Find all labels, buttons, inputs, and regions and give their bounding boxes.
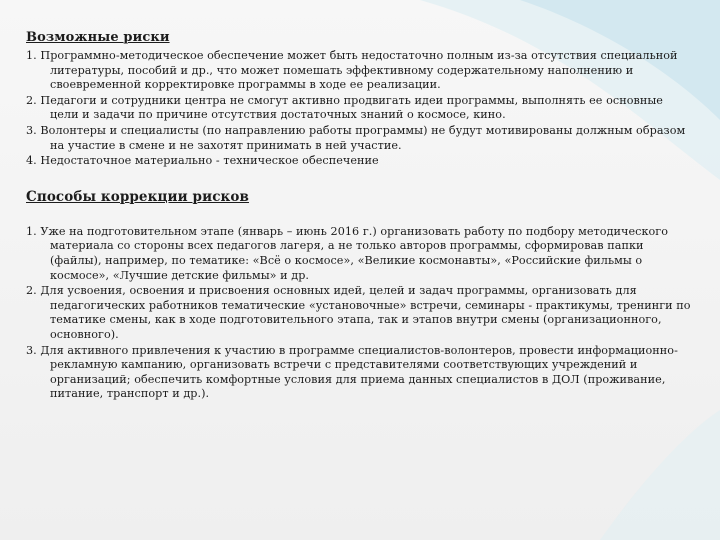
- list-number: 4.: [26, 154, 41, 168]
- corrections-list: [26, 225, 692, 402]
- correction-item-2: [26, 284, 692, 342]
- slide-content: [26, 30, 692, 403]
- risk-item-4: [26, 154, 692, 169]
- risks-heading: Возможные риски: [26, 30, 170, 45]
- risk-item-3: [26, 124, 692, 153]
- list-number: 2.: [26, 93, 41, 107]
- list-number: 1.: [26, 49, 41, 62]
- list-number: 1.: [26, 224, 41, 238]
- risk-item-2: [26, 94, 692, 123]
- correction-item-3: [26, 344, 692, 402]
- list-number: 2.: [26, 284, 41, 298]
- risks-list: [26, 49, 692, 169]
- list-item-text: Для активного привлечения к участию в программе специалистов-волонтеров, провести информационно-рекламную кампанию, организовать встречи с представителями соответствующих учреждений и организаций; обеспечить комфортные условия для приема данных специалистов в ДОЛ (проживание, питание, транспорт и др.).: [40, 343, 678, 401]
- list-item-text: Программно-методическое обеспечение может быть недостаточно полным из-за отсутствия специальной литературы, пособий и др., что может помешать эффективному содержательному наполнению и своевременной корректировке программы в ходе ее реализации.: [40, 49, 678, 92]
- list-item-text: Уже на подготовительном этапе (январь – июнь 2016 г.) организовать работу по подбору методического материала со стороны всех педагогов лагеря, а не только авторов программы, сформировав папки (файлы), например, по тематике: «Всё о космосе», «Великие космонавты», «Российские фильмы о космосе», «Лучшие детские фильмы» и др.: [40, 224, 668, 282]
- correction-item-1: [26, 225, 692, 283]
- list-item-text: Недостаточное материально - техническое обеспечение: [40, 154, 379, 168]
- corrections-heading: Способы коррекции рисков: [26, 188, 249, 205]
- risk-item-1: [26, 49, 692, 93]
- list-item-text: Педагоги и сотрудники центра не смогут активно продвигать идеи программы, выполнять ее основные цели и задачи по причине отсутствия достаточных знаний о космосе, кино.: [40, 93, 663, 122]
- list-number: 3.: [26, 123, 41, 137]
- list-item-text: Волонтеры и специалисты (по направлению работы программы) не будут мотивированы должным образом на участие в смене и не захотят принимать в ней участие.: [40, 123, 686, 152]
- list-number: 3.: [26, 343, 41, 357]
- list-item-text: Для усвоения, освоения и присвоения основных идей, целей и задач программы, организовать для педагогических работников тематические «установочные» встречи, семинары - практикумы, тренинги по тематике смены, как в ходе подготовительного этапа, так и этапов внутри смены (организационного, основного).: [40, 284, 691, 341]
